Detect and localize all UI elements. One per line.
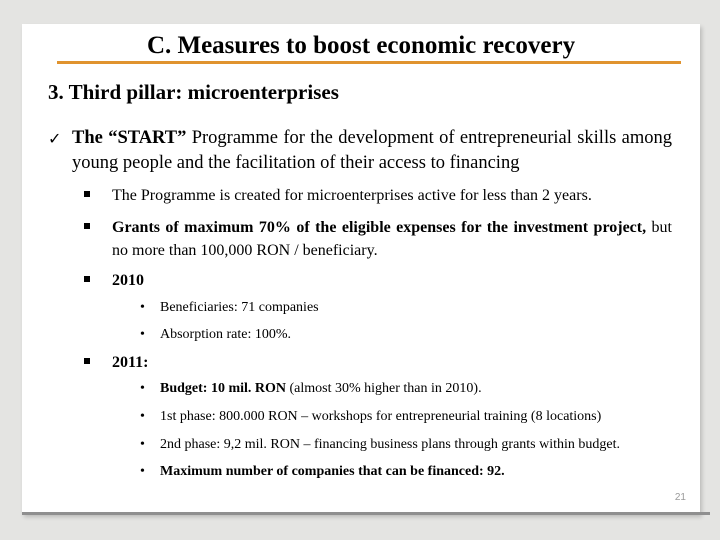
square-bullet-icon: [84, 358, 90, 364]
sub-bullet-text: Budget: 10 mil. RON (almost 30% higher than in 2010).: [160, 381, 482, 396]
bullet-item: [84, 269, 672, 292]
dot-bullet-icon: •: [140, 381, 145, 396]
dot-bullet-icon: •: [140, 437, 145, 452]
sub-bullet-text: 1st phase: 800.000 RON – workshops for entrepreneurial training (8 locations): [160, 409, 602, 424]
sub-bullet-item: [140, 462, 680, 482]
sub-bullet-text: Absorption rate: 100%.: [160, 327, 292, 342]
sub-bullet-item: [140, 325, 680, 345]
dot-bullet-icon: •: [140, 300, 145, 315]
slide: [22, 24, 700, 514]
bullet-text: The Programme is created for microenterprises active for less than 2 years.: [112, 187, 592, 204]
bullet-item: [84, 216, 672, 262]
bullet-text: 2010: [112, 272, 144, 289]
dot-bullet-icon: •: [140, 327, 145, 342]
sub-bullet-item: [140, 379, 680, 399]
check-item-text: The “START” Programme for the development of entrepreneurial skills among young people and the facilitation of their access to financing: [72, 128, 672, 173]
section-heading: 3. Third pillar: microenterprises: [48, 80, 339, 104]
slide-title: C. Measures to boost economic recovery: [146, 32, 576, 59]
sub-bullet-text: Maximum number of companies that can be financed: 92.: [160, 464, 505, 479]
bullet-text: Grants of maximum 70% of the eligible expenses for the investment project, but no more than 100,000 RON / beneficiary.: [112, 219, 672, 259]
sub-bullet-item: [140, 435, 680, 455]
sub-bullet-item: [140, 298, 680, 318]
title-underline: [57, 61, 681, 64]
checkmark-icon: ✓: [48, 129, 62, 148]
square-bullet-icon: [84, 191, 90, 197]
square-bullet-icon: [84, 223, 90, 229]
check-list-item: [48, 126, 672, 176]
dot-bullet-icon: •: [140, 409, 145, 424]
sub-bullet-item: [140, 407, 680, 427]
sub-bullet-text: Beneficiaries: 71 companies: [160, 300, 319, 315]
dot-bullet-icon: •: [140, 464, 145, 479]
page-number: 21: [674, 492, 686, 503]
bullet-text: 2011:: [112, 354, 149, 371]
sub-bullet-text: 2nd phase: 9,2 mil. RON – financing business plans through grants within budget.: [160, 437, 621, 452]
bullet-item: [84, 351, 672, 374]
slide-bottom-border: [22, 512, 710, 515]
bullet-item: [84, 184, 672, 207]
square-bullet-icon: [84, 276, 90, 282]
